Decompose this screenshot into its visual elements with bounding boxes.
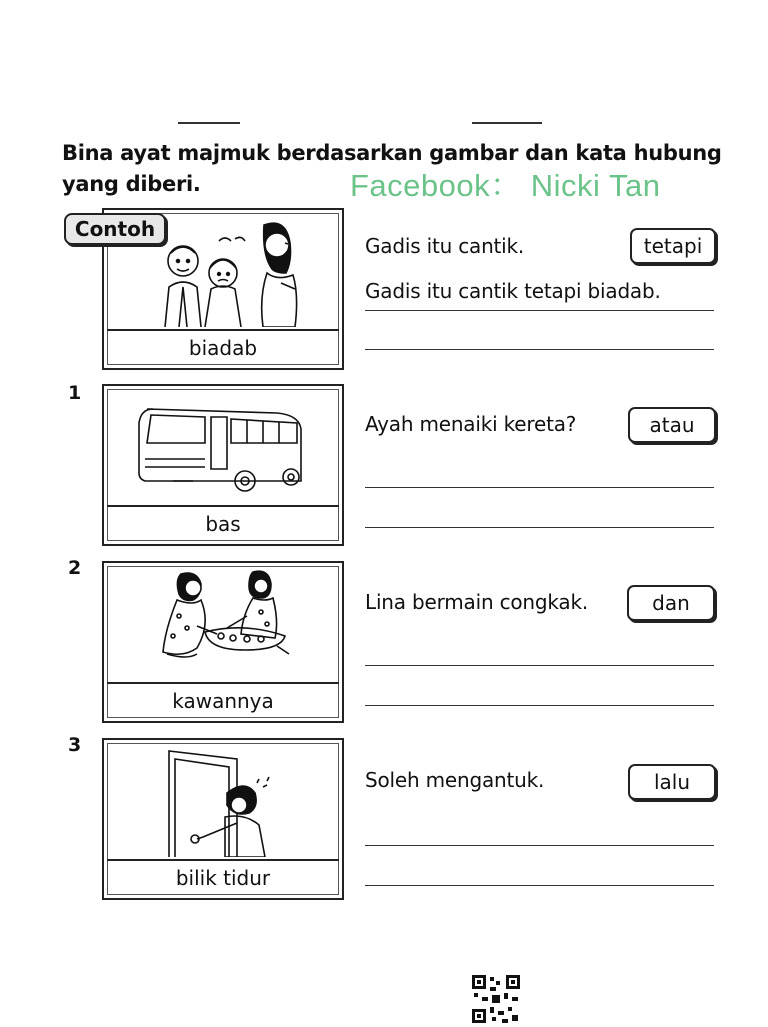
answer-line [365, 705, 714, 706]
answer-line [365, 310, 714, 311]
answer-line [365, 885, 714, 886]
top-rule-right [472, 122, 542, 124]
example-answer: Gadis itu cantik tetapi biadab. [365, 279, 661, 303]
question-sentence: Soleh mengantuk. [365, 768, 545, 792]
girls-playing-congkak-icon [107, 566, 339, 680]
question-card [102, 384, 344, 546]
question-number: 1 [68, 382, 82, 404]
top-rule-left [178, 122, 240, 124]
question-conjunction: atau [628, 407, 716, 443]
question-number: 3 [68, 734, 82, 756]
question-conjunction: lalu [628, 764, 716, 800]
example-word: biadab [107, 329, 339, 365]
answer-line [365, 527, 714, 528]
answer-line [365, 845, 714, 846]
question-conjunction: dan [627, 585, 715, 621]
example-sentence: Gadis itu cantik. [365, 234, 525, 258]
instruction-text: Bina ayat majmuk berdasarkan gambar dan kata hubung yang diberi. [62, 141, 722, 196]
question-card [102, 561, 344, 723]
question-sentence: Ayah menaiki kereta? [365, 412, 577, 436]
bus-icon [107, 389, 339, 503]
question-number: 2 [68, 557, 82, 579]
watermark: Facebook： Nicki Tan [350, 168, 661, 203]
question-word: bilik tidur [107, 859, 339, 895]
question-sentence: Lina bermain congkak. [365, 590, 589, 614]
answer-line [365, 349, 714, 350]
question-word: kawannya [107, 682, 339, 718]
answer-line [365, 487, 714, 488]
qr-code-icon [472, 975, 520, 1023]
answer-line [365, 665, 714, 666]
boy-entering-bedroom-icon [107, 743, 339, 857]
question-word: bas [107, 505, 339, 541]
example-badge: Contoh [64, 213, 166, 245]
question-card [102, 738, 344, 900]
example-conjunction: tetapi [630, 228, 716, 264]
